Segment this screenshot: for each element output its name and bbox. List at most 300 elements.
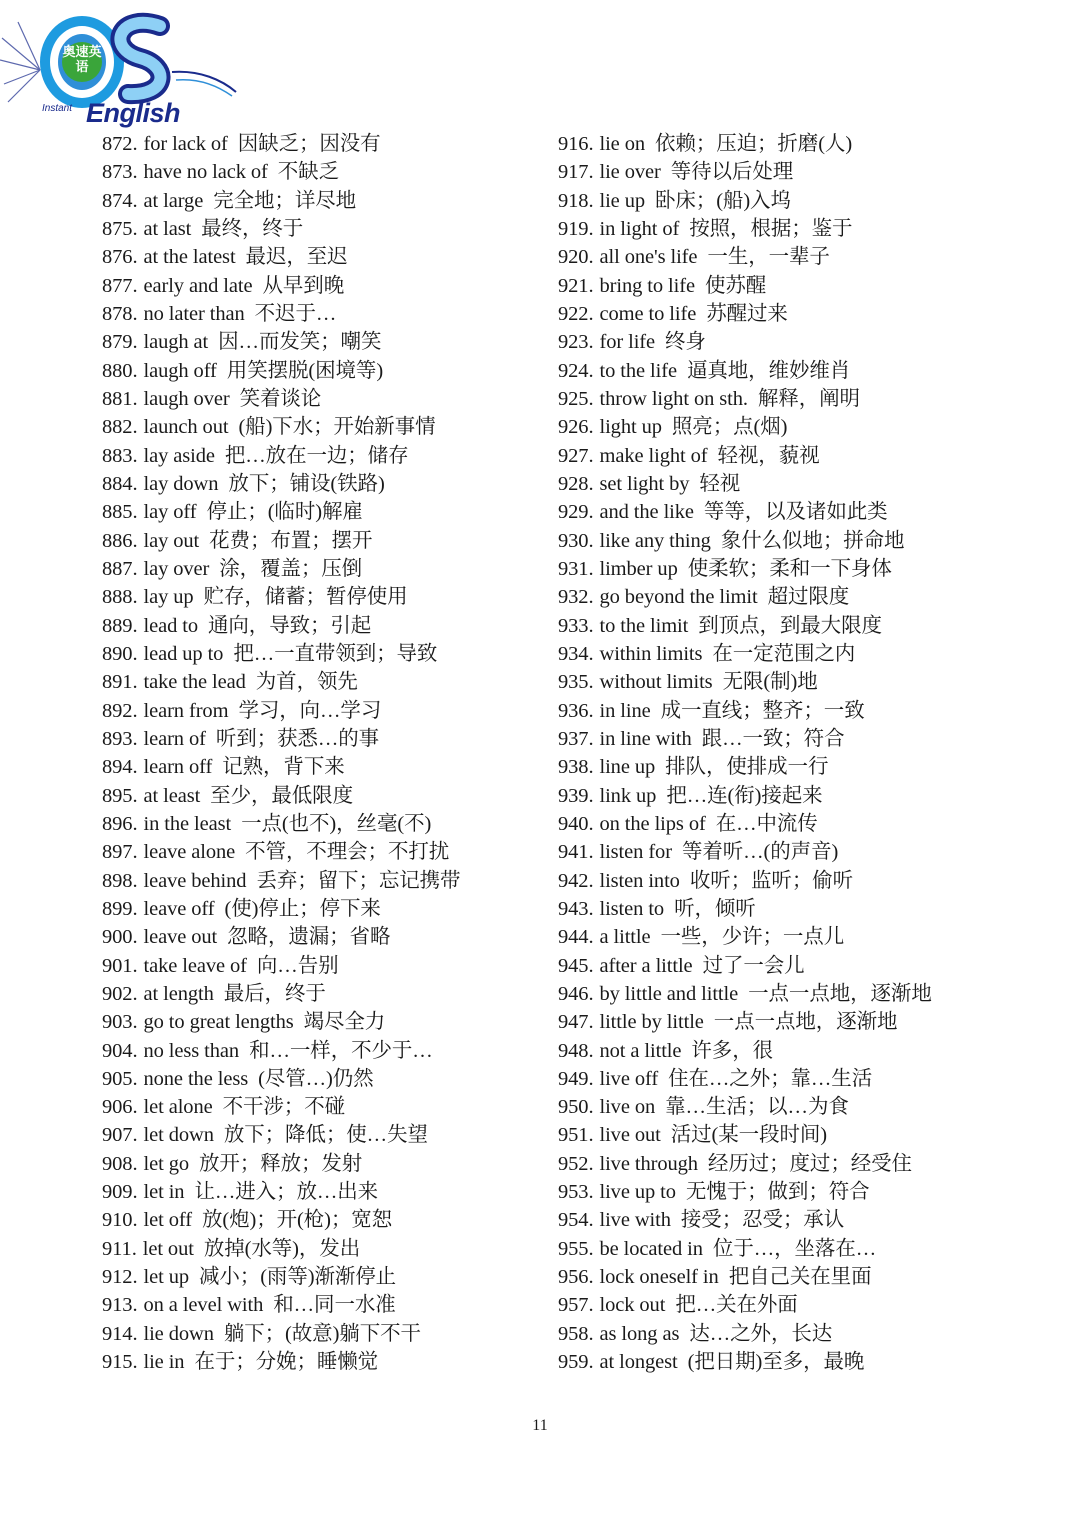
entry-num: 923.: [558, 331, 594, 354]
entry-meaning: 放下；铺设(铁路): [228, 472, 385, 495]
entry-num: 915.: [102, 1351, 138, 1374]
phrase-entry: [102, 612, 542, 640]
entry-meaning: 放掉(水等)，发出: [203, 1237, 361, 1260]
entry-num: 932.: [558, 586, 594, 609]
entry-num: 899.: [102, 897, 138, 920]
entry-num: 949.: [558, 1067, 594, 1090]
entry-phrase: early and late: [143, 274, 253, 297]
phrase-entry: [102, 357, 542, 385]
entry-num: 924.: [558, 359, 594, 382]
entry-meaning: 向…告别: [256, 954, 339, 977]
entry-meaning: 位于…，坐落在…: [712, 1237, 877, 1260]
entry-meaning: 不迟于…: [254, 302, 337, 325]
entry-meaning: 涂，覆盖；压倒: [219, 557, 363, 580]
entry-num: 921.: [558, 274, 594, 297]
entry-phrase: lay up: [143, 586, 194, 609]
phrase-entry: [558, 952, 1058, 980]
entry-num: 917.: [558, 161, 594, 184]
entry-num: 891.: [102, 671, 138, 694]
entry-num: 943.: [558, 897, 594, 920]
entry-meaning: 过了一会儿: [702, 954, 805, 977]
entry-phrase: lock out: [599, 1294, 666, 1317]
entry-phrase: lie down: [143, 1322, 214, 1345]
entry-meaning: (船)下水；开始新事情: [238, 416, 436, 439]
phrase-entry: [558, 697, 1058, 725]
entry-num: 916.: [558, 133, 594, 155]
phrase-entry: [102, 215, 542, 243]
entry-meaning: 忽略，遗漏；省略: [227, 926, 391, 949]
entry-meaning: 和…一样，不少于…: [249, 1039, 433, 1062]
phrase-entry: [102, 385, 542, 413]
entry-meaning: 收听；监听；偷听: [689, 869, 854, 892]
phrase-entry: [558, 640, 1058, 668]
phrase-entry: [102, 810, 542, 838]
phrase-entry: [558, 583, 1058, 611]
entry-phrase: let off: [143, 1209, 192, 1232]
entry-meaning: (把日期)至多，最晚: [687, 1351, 865, 1374]
phrase-entry: [102, 130, 542, 158]
entry-num: 909.: [102, 1181, 138, 1204]
entry-meaning: 一点一点地，逐渐地: [748, 982, 932, 1005]
entry-num: 927.: [558, 444, 594, 467]
entry-meaning: 轻视: [699, 472, 741, 495]
phrase-entry: [102, 158, 542, 186]
entry-phrase: live up to: [599, 1181, 676, 1204]
entry-meaning: 用笑摆脱(困境等): [226, 359, 384, 382]
phrase-entry: [558, 980, 1058, 1008]
entry-meaning: 丢弃；留下；忘记携带: [256, 869, 461, 892]
phrase-entry: [558, 810, 1058, 838]
entry-num: 931.: [558, 557, 594, 580]
entry-meaning: 不管，不理会；不打扰: [245, 841, 450, 864]
entry-num: 922.: [558, 302, 594, 325]
entry-meaning: 听到；获悉…的事: [215, 727, 380, 750]
entry-num: 881.: [102, 387, 138, 410]
entry-phrase: at last: [143, 217, 192, 240]
phrase-entry: [102, 187, 542, 215]
entry-phrase: leave off: [143, 897, 215, 920]
entry-phrase: all one's life: [599, 246, 698, 269]
entry-phrase: light up: [599, 416, 662, 439]
entry-num: 957.: [558, 1294, 594, 1317]
entry-meaning: 逼真地，维妙维肖: [686, 359, 851, 382]
entry-num: 913.: [102, 1294, 138, 1317]
phrase-entry: [102, 782, 542, 810]
entry-meaning: 听，倾听: [674, 897, 756, 920]
entry-num: 936.: [558, 699, 594, 722]
entry-num: 959.: [558, 1351, 594, 1374]
entry-phrase: lay over: [143, 557, 210, 580]
entry-num: 918.: [558, 189, 594, 212]
phrase-entry: [102, 923, 542, 951]
phrase-entry: [102, 1121, 542, 1149]
entry-meaning: 放(炮)；开(枪)；宽恕: [201, 1209, 393, 1232]
phrase-entry: [102, 1093, 542, 1121]
entry-meaning: (尽管…)仍然: [258, 1067, 374, 1090]
entry-phrase: in the least: [143, 812, 232, 835]
entry-phrase: live out: [599, 1124, 661, 1147]
entry-num: 951.: [558, 1124, 594, 1147]
entry-phrase: after a little: [599, 954, 693, 977]
entry-num: 944.: [558, 926, 594, 949]
entry-meaning: 使柔软；柔和一下身体: [687, 557, 892, 580]
entry-meaning: 成一直线；整齐；一致: [660, 699, 865, 722]
phrase-entry: [102, 1206, 542, 1234]
entry-phrase: throw light on sth.: [599, 387, 748, 410]
entry-meaning: 按照，根据；鉴于: [689, 217, 853, 240]
entry-num: 919.: [558, 217, 594, 240]
phrase-entry: [558, 243, 1058, 271]
entry-meaning: 靠…生活；以…为食: [665, 1096, 849, 1119]
entry-meaning: 让…进入；放…出来: [194, 1181, 379, 1204]
entry-phrase: for lack of: [143, 133, 228, 155]
entry-meaning: 放下；降低；使…失望: [223, 1124, 428, 1147]
entry-meaning: 一点一点地，逐渐地: [713, 1011, 898, 1034]
entry-phrase: live off: [599, 1067, 659, 1090]
entry-meaning: 因缺乏；因没有: [237, 133, 381, 155]
phrase-entry: [558, 612, 1058, 640]
phrase-entry: [102, 1348, 542, 1376]
phrase-entry: [558, 1291, 1058, 1319]
entry-num: 935.: [558, 671, 594, 694]
entry-meaning: 把…关在外面: [675, 1294, 798, 1317]
entry-num: 926.: [558, 416, 594, 439]
entry-phrase: let up: [143, 1266, 189, 1289]
entry-num: 952.: [558, 1152, 594, 1175]
page-number: 11: [532, 1417, 548, 1434]
phrase-entry: [558, 470, 1058, 498]
phrase-entry: [558, 1235, 1058, 1263]
entry-meaning: (使)停止；停下来: [224, 897, 381, 920]
entry-phrase: at the latest: [143, 246, 236, 269]
entry-phrase: lie over: [599, 161, 661, 184]
entry-num: 886.: [102, 529, 138, 552]
entry-phrase: have no lack of: [143, 161, 268, 184]
phrase-entry: [102, 555, 542, 583]
entry-phrase: bring to life: [599, 274, 695, 297]
entry-meaning: 象什么似地；拼命地: [720, 529, 905, 552]
phrase-entry: [102, 1150, 542, 1178]
entry-phrase: no later than: [143, 302, 245, 325]
entry-phrase: live on: [599, 1096, 656, 1119]
entry-num: 934.: [558, 642, 594, 665]
phrase-entry: [102, 527, 542, 555]
phrase-entry: [102, 1037, 542, 1065]
phrase-entry: [558, 725, 1058, 753]
phrase-entry: [102, 413, 542, 441]
phrase-entry: [102, 1178, 542, 1206]
entry-num: 942.: [558, 869, 594, 892]
entry-phrase: go to great lengths: [143, 1011, 294, 1034]
entry-phrase: lie in: [143, 1351, 185, 1374]
entry-num: 930.: [558, 529, 594, 552]
phrase-entry: [558, 1008, 1058, 1036]
entry-meaning: 跟…一致；符合: [701, 727, 845, 750]
entry-meaning: 通向，导致；引起: [208, 614, 372, 637]
entry-meaning: 在…中流传: [715, 812, 818, 835]
phrase-entry: [558, 1150, 1058, 1178]
entry-phrase: little by little: [599, 1011, 704, 1034]
entry-phrase: to the limit: [599, 614, 689, 637]
phrase-entry: [102, 725, 542, 753]
phrase-entry: [558, 272, 1058, 300]
entry-meaning: 学习，向…学习: [238, 699, 382, 722]
entry-num: 933.: [558, 614, 594, 637]
phrase-entry: [558, 215, 1058, 243]
phrase-entry: [558, 1037, 1058, 1065]
entry-num: 929.: [558, 501, 594, 524]
entry-phrase: launch out: [143, 416, 229, 439]
phrase-entry: [102, 442, 542, 470]
phrase-entry: [102, 300, 542, 328]
phrase-entry: [558, 1320, 1058, 1348]
entry-num: 937.: [558, 727, 594, 750]
phrase-entry: [102, 498, 542, 526]
phrase-entry: [102, 272, 542, 300]
phrase-entry: [102, 328, 542, 356]
entry-meaning: 竭尽全力: [303, 1011, 386, 1034]
phrase-entry: [102, 668, 542, 696]
entry-meaning: 等着听…(的声音): [681, 841, 839, 864]
entry-num: 897.: [102, 841, 138, 864]
entry-num: 896.: [102, 812, 138, 835]
phrase-list-left: [102, 130, 542, 1376]
phrase-entry: [558, 1206, 1058, 1234]
entry-meaning: 放开；释放；发射: [199, 1152, 363, 1175]
entry-phrase: lay off: [143, 501, 197, 524]
entry-num: 946.: [558, 982, 594, 1005]
phrase-entry: [102, 1065, 542, 1093]
entry-meaning: 在一定范围之内: [712, 642, 856, 665]
phrase-entry: [558, 1093, 1058, 1121]
entry-meaning: 因…而发笑；嘲笑: [218, 331, 382, 354]
entry-meaning: 住在…之外；靠…生活: [668, 1067, 873, 1090]
phrase-entry: [558, 442, 1058, 470]
phrase-entry: [558, 555, 1058, 583]
phrase-entry: [102, 1263, 542, 1291]
entry-meaning: 最迟，至迟: [245, 246, 348, 269]
entry-phrase: without limits: [599, 671, 713, 694]
entry-phrase: in light of: [599, 217, 680, 240]
entry-num: 948.: [558, 1039, 594, 1062]
entry-phrase: a little: [599, 926, 651, 949]
phrase-entry: [102, 753, 542, 781]
phrase-entry: [102, 867, 542, 895]
phrase-entry: [558, 1348, 1058, 1376]
entry-phrase: let go: [143, 1152, 189, 1175]
entry-meaning: 完全地；详尽地: [213, 189, 357, 212]
entry-phrase: limber up: [599, 557, 678, 580]
entry-phrase: learn off: [143, 756, 213, 779]
phrase-entry: [558, 130, 1058, 158]
instant-english-logo: [0, 0, 240, 140]
entry-num: 911.: [102, 1237, 137, 1260]
phrase-entry: [102, 1008, 542, 1036]
entry-phrase: leave alone: [143, 841, 236, 864]
entry-num: 956.: [558, 1266, 594, 1289]
entry-meaning: 超过限度: [767, 586, 850, 609]
entry-phrase: let out: [142, 1237, 194, 1260]
entry-meaning: 把自己关在里面: [728, 1266, 872, 1289]
phrase-entry: [558, 1065, 1058, 1093]
entry-num: 945.: [558, 954, 594, 977]
entry-meaning: 排队，使排成一行: [665, 756, 829, 779]
entry-num: 914.: [102, 1322, 138, 1345]
entry-meaning: 终身: [665, 331, 706, 354]
entry-phrase: at length: [143, 982, 214, 1005]
phrase-entry: [558, 668, 1058, 696]
entry-phrase: link up: [599, 784, 657, 807]
entry-num: 875.: [102, 217, 138, 240]
entry-phrase: laugh at: [143, 331, 209, 354]
entry-meaning: 把…一直带领到；导致: [233, 642, 438, 665]
entry-phrase: not a little: [599, 1039, 682, 1062]
phrase-entry: [558, 328, 1058, 356]
entry-num: 893.: [102, 727, 138, 750]
entry-meaning: 躺下；(故意)躺下不干: [223, 1322, 421, 1345]
phrase-entry: [558, 158, 1058, 186]
entry-num: 876.: [102, 246, 138, 269]
entry-meaning: 一点(也不)，丝毫(不): [241, 812, 432, 835]
entry-meaning: 最后，终于: [223, 982, 326, 1005]
entry-num: 953.: [558, 1181, 594, 1204]
entry-phrase: live with: [599, 1209, 671, 1232]
entry-meaning: 到顶点，到最大限度: [698, 614, 882, 637]
entry-meaning: 从早到晚: [262, 274, 345, 297]
phrase-entry: [558, 357, 1058, 385]
logo-badge-text: 奥速英语: [62, 45, 102, 75]
logo-wordmark: English: [86, 98, 181, 128]
entry-phrase: in line with: [599, 727, 692, 750]
entry-meaning: 贮存，储蓄；暂停使用: [203, 586, 408, 609]
phrase-entry: [558, 895, 1058, 923]
entry-num: 940.: [558, 812, 594, 835]
entry-phrase: line up: [599, 756, 656, 779]
phrase-list-right: [558, 130, 1058, 1376]
entry-num: 882.: [102, 416, 138, 439]
phrase-entry: [558, 1121, 1058, 1149]
entry-num: 892.: [102, 699, 138, 722]
entry-phrase: in line: [599, 699, 651, 722]
entry-phrase: listen to: [599, 897, 665, 920]
entry-meaning: 和…同一水准: [273, 1294, 396, 1317]
entry-meaning: 把…连(衔)接起来: [666, 784, 823, 807]
entry-phrase: lay down: [143, 472, 219, 495]
phrase-entry: [102, 583, 542, 611]
phrase-entry: [102, 1291, 542, 1319]
entry-num: 883.: [102, 444, 138, 467]
entry-phrase: come to life: [599, 302, 697, 325]
entry-num: 941.: [558, 841, 594, 864]
entry-meaning: 停止；(临时)解雇: [206, 501, 363, 524]
entry-meaning: 不缺乏: [277, 161, 339, 184]
entry-phrase: at large: [143, 189, 204, 212]
entry-phrase: learn from: [143, 699, 229, 722]
phrase-entry: [102, 1320, 542, 1348]
entry-phrase: leave behind: [143, 869, 247, 892]
entry-meaning: 把…放在一边；储存: [224, 444, 409, 467]
entry-meaning: 无愧于；做到；符合: [685, 1181, 870, 1204]
entry-phrase: none the less: [143, 1067, 249, 1090]
entry-num: 887.: [102, 557, 138, 580]
entry-num: 873.: [102, 161, 138, 184]
phrase-entry: [558, 753, 1058, 781]
phrase-entry: [558, 498, 1058, 526]
entry-phrase: go beyond the limit: [599, 586, 758, 609]
phrase-entry: [558, 527, 1058, 555]
entry-phrase: learn of: [143, 727, 206, 750]
entry-meaning: 减小；(雨等)渐渐停止: [199, 1266, 397, 1289]
entry-phrase: laugh over: [143, 387, 230, 410]
entry-phrase: laugh off: [143, 359, 217, 382]
phrase-entry: [558, 300, 1058, 328]
entry-meaning: 接受；忍受；承认: [680, 1209, 845, 1232]
entry-num: 898.: [102, 869, 138, 892]
entry-num: 910.: [102, 1209, 138, 1232]
entry-phrase: lay aside: [143, 444, 215, 467]
entry-num: 925.: [558, 387, 594, 410]
entry-num: 901.: [102, 954, 138, 977]
phrase-entry: [558, 1178, 1058, 1206]
entry-num: 895.: [102, 784, 138, 807]
entry-num: 954.: [558, 1209, 594, 1232]
entry-meaning: 达…之外，长达: [689, 1322, 833, 1345]
entry-meaning: 为首，领先: [255, 671, 358, 694]
entry-num: 894.: [102, 756, 138, 779]
entry-meaning: 不干涉；不碰: [222, 1096, 345, 1119]
entry-meaning: 轻视，藐视: [717, 444, 820, 467]
entry-phrase: on the lips of: [599, 812, 706, 835]
entry-phrase: set light by: [599, 472, 690, 495]
entry-num: 889.: [102, 614, 138, 637]
entry-num: 877.: [102, 274, 138, 297]
entry-phrase: within limits: [599, 642, 703, 665]
entry-phrase: for life: [599, 331, 656, 354]
entry-phrase: be located in: [599, 1237, 703, 1260]
entry-meaning: 记熟，背下来: [222, 756, 345, 779]
phrase-entry: [102, 1235, 542, 1263]
entry-num: 902.: [102, 982, 138, 1005]
entry-meaning: 解释，阐明: [757, 387, 860, 410]
entry-meaning: 最终，终于: [201, 217, 304, 240]
entry-phrase: no less than: [143, 1039, 240, 1062]
entry-phrase: lie up: [599, 189, 645, 212]
entry-phrase: as long as: [599, 1322, 680, 1345]
entry-meaning: 使苏醒: [704, 274, 767, 297]
entry-phrase: lie on: [599, 133, 645, 155]
entry-num: 874.: [102, 189, 138, 212]
phrase-entry: [102, 895, 542, 923]
entry-meaning: 许多，很: [691, 1039, 774, 1062]
entry-num: 947.: [558, 1011, 594, 1034]
entry-num: 908.: [102, 1152, 138, 1175]
entry-num: 906.: [102, 1096, 138, 1119]
entry-phrase: lead to: [143, 614, 198, 637]
phrase-entry: [102, 838, 542, 866]
entry-num: 955.: [558, 1237, 594, 1260]
entry-phrase: and the like: [599, 501, 694, 524]
entry-meaning: 至少，最低限度: [210, 784, 353, 807]
entry-meaning: 苏醒过来: [706, 302, 788, 325]
entry-phrase: at longest: [599, 1351, 678, 1374]
logo-small-text: Instant: [42, 103, 73, 114]
entry-phrase: listen for: [599, 841, 672, 864]
entry-num: 900.: [102, 926, 138, 949]
entry-meaning: 花费；布置；摆开: [209, 529, 373, 552]
entry-phrase: lay out: [143, 529, 200, 552]
entry-phrase: by little and little: [599, 982, 739, 1005]
phrase-entry: [102, 243, 542, 271]
